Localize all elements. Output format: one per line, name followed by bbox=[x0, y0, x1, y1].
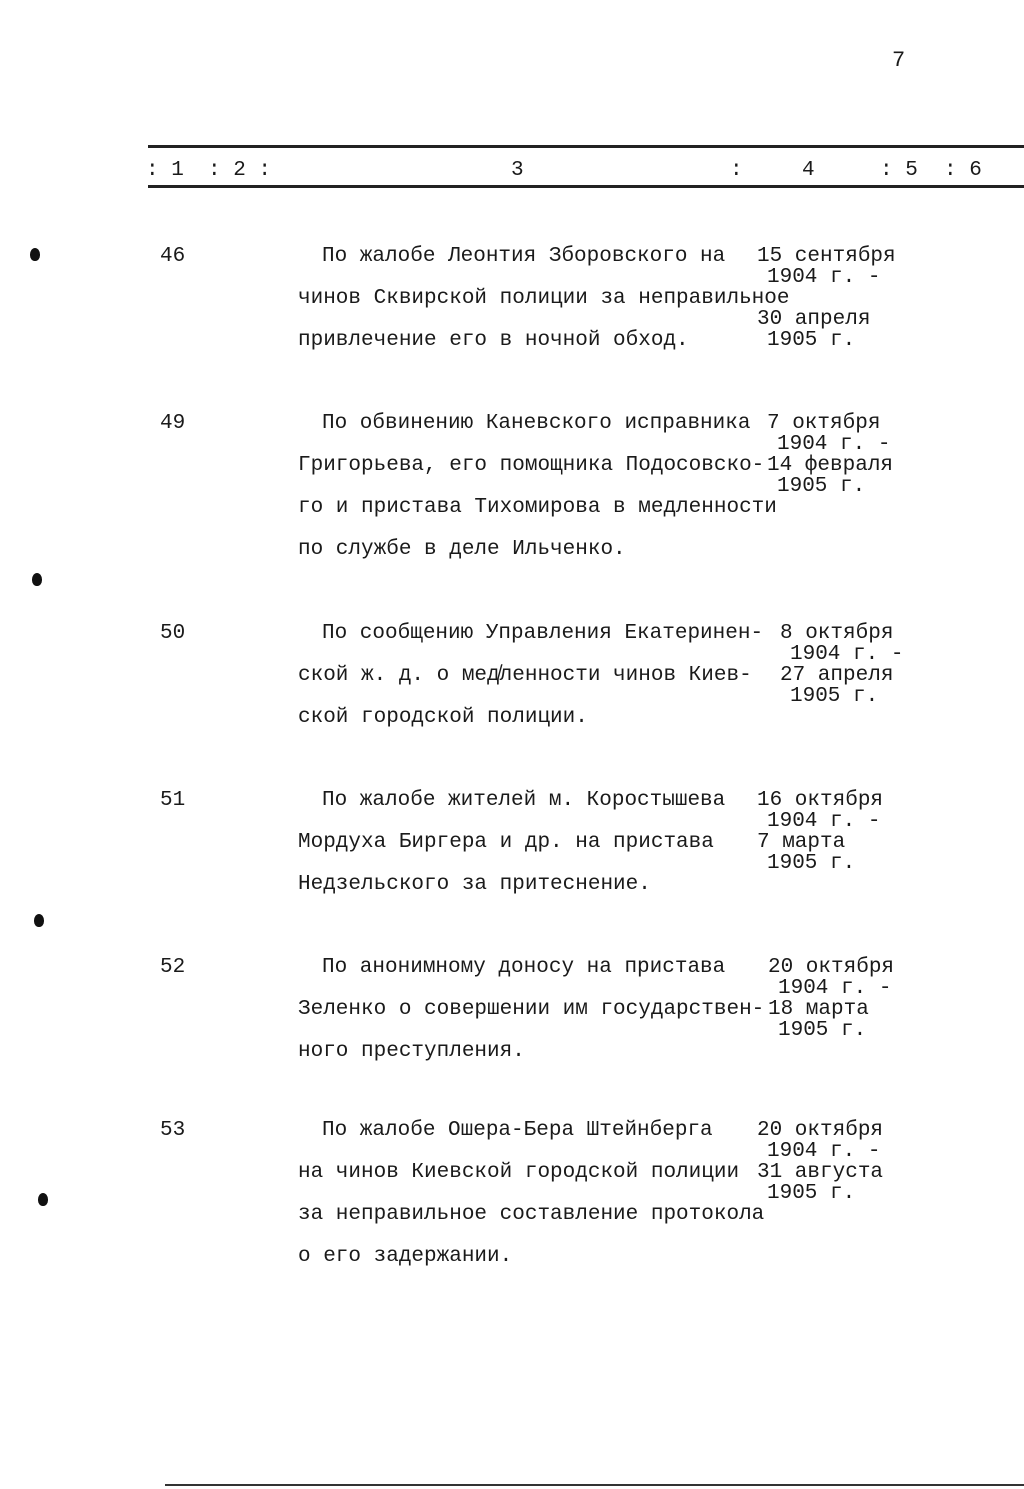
entry-date-line: 7 октября bbox=[767, 412, 881, 435]
entry-date-line: 20 октября bbox=[768, 956, 895, 979]
entry-date-line: 20 октября bbox=[757, 1119, 884, 1142]
column-header-4: 4 bbox=[802, 159, 815, 182]
punch-hole-mark bbox=[38, 1193, 48, 1206]
entry-text-line: за неправильное составление протокола bbox=[298, 1203, 765, 1226]
entry-date-line: 7 марта bbox=[757, 831, 846, 854]
entry-text-line: ного преступления. bbox=[298, 1040, 525, 1063]
entry-text-line: Зеленко о совершении им государствен- bbox=[298, 998, 765, 1021]
entry-date-line: 1905 г. bbox=[767, 1182, 856, 1205]
entry-number: 46 bbox=[160, 245, 186, 268]
entry-date-line: 1905 г. bbox=[767, 329, 856, 352]
entry-date-line: 1904 г. - bbox=[767, 810, 881, 833]
entry-date-line: 30 апреля bbox=[757, 308, 871, 331]
entry-number: 49 bbox=[160, 412, 186, 435]
entry-text-line: Мордуха Биргера и др. на пристава bbox=[298, 831, 714, 854]
entry-text-line: го и пристава Тихомирова в медленности bbox=[298, 496, 777, 519]
entry-date-line: 1905 г. bbox=[767, 852, 856, 875]
entry-date-line: 1904 г. - bbox=[777, 433, 891, 456]
entry-date-line: 8 октября bbox=[780, 622, 894, 645]
punch-hole-mark bbox=[34, 914, 44, 927]
column-header-1: : 1 bbox=[146, 159, 184, 182]
entry-text-line: чинов Сквирской полиции за неправильное bbox=[298, 287, 790, 310]
bottom-rule bbox=[165, 1484, 1024, 1486]
entry-text-line: ской городской полиции. bbox=[298, 706, 588, 729]
entry-date-line: 16 октября bbox=[757, 789, 884, 812]
entry-number: 50 bbox=[160, 622, 186, 645]
entry-text-line: Недзельского за притеснение. bbox=[298, 873, 651, 896]
entry-date-line: 27 апреля bbox=[780, 664, 894, 687]
entry-text-line: По жалобе Леонтия Зборовского на bbox=[322, 245, 726, 268]
entry-text-line: по службе в деле Ильченко. bbox=[298, 538, 626, 561]
entry-text-line: на чинов Киевской городской полиции bbox=[298, 1161, 740, 1184]
entry-date-line: 1905 г. bbox=[778, 1019, 867, 1042]
header-bottom-rule bbox=[148, 185, 1024, 188]
entry-text-line: о его задержании. bbox=[298, 1245, 513, 1268]
entry-text-line: По сообщению Управления Екатеринен- bbox=[322, 622, 764, 645]
punch-hole-mark bbox=[32, 573, 42, 586]
header-top-rule bbox=[148, 145, 1024, 148]
entry-text-line: Григорьева, его помощника Подосовско- bbox=[298, 454, 765, 477]
entry-date-line: 14 февраля bbox=[767, 454, 894, 477]
column-header-2: : 2 : bbox=[208, 159, 272, 182]
entry-date-line: 31 августа bbox=[757, 1161, 884, 1184]
entry-text-line: По жалобе Ошера-Бера Штейнберга bbox=[322, 1119, 713, 1142]
entry-number: 53 bbox=[160, 1119, 186, 1142]
entry-date-line: 1904 г. - bbox=[778, 977, 892, 1000]
entry-text-line: По жалобе жителей м. Коростышева bbox=[322, 789, 726, 812]
entry-number: 51 bbox=[160, 789, 186, 812]
entry-text-line: ской ж. д. о мед̸ленности чинов Киев- bbox=[298, 664, 752, 687]
punch-hole-mark bbox=[30, 248, 40, 261]
entry-date-line: 1904 г. - bbox=[767, 1140, 881, 1163]
entry-date-line: 18 марта bbox=[768, 998, 869, 1021]
entry-text-line: По анонимному доносу на пристава bbox=[322, 956, 726, 979]
column-header-6: : 6 bbox=[944, 159, 982, 182]
entry-text-line: По обвинению Каневского исправника bbox=[322, 412, 751, 435]
entry-date-line: 1904 г. - bbox=[790, 643, 904, 666]
column-separator: : bbox=[730, 159, 743, 182]
column-header-5: : 5 bbox=[880, 159, 918, 182]
entry-text-line: привлечение его в ночной обход. bbox=[298, 329, 689, 352]
entry-date-line: 1905 г. bbox=[777, 475, 866, 498]
entry-date-line: 1905 г. bbox=[790, 685, 879, 708]
column-header-3: 3 bbox=[511, 159, 524, 182]
entry-date-line: 1904 г. - bbox=[767, 266, 881, 289]
entry-number: 52 bbox=[160, 956, 186, 979]
page-number: 7 bbox=[892, 48, 906, 73]
entry-date-line: 15 сентября bbox=[757, 245, 896, 268]
